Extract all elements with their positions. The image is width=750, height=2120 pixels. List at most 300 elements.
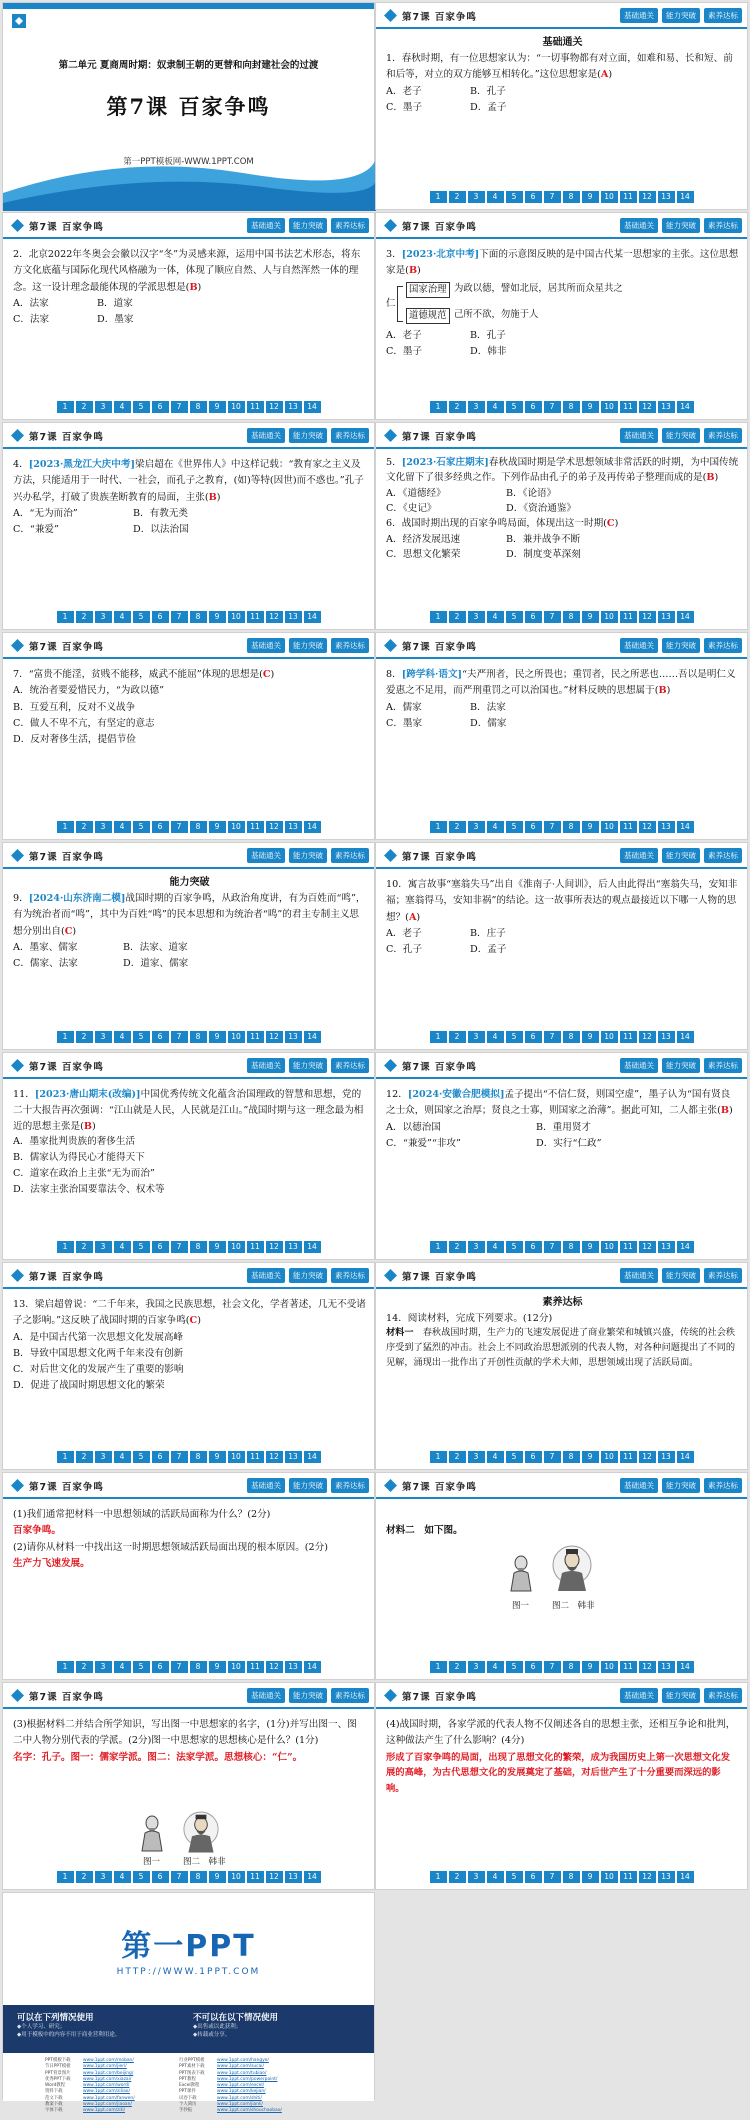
page-link-8[interactable]: 8 bbox=[190, 1241, 207, 1253]
page-link-9[interactable]: 9 bbox=[582, 401, 599, 413]
page-link-8[interactable]: 8 bbox=[190, 1661, 207, 1673]
page-link-11[interactable]: 11 bbox=[247, 611, 264, 623]
page-link-10[interactable]: 10 bbox=[601, 191, 618, 203]
page-link-7[interactable]: 7 bbox=[544, 1871, 561, 1883]
ad-link-url[interactable]: www.1ppt.com/powerpoint/ bbox=[217, 2076, 278, 2082]
nav-ability-button[interactable]: 能力突破 bbox=[662, 8, 700, 23]
ad-link-url[interactable]: www.1ppt.com/xiazai/ bbox=[83, 2076, 132, 2082]
page-link-11[interactable]: 11 bbox=[247, 1451, 264, 1463]
page-link-1[interactable]: 1 bbox=[57, 611, 74, 623]
page-link-13[interactable]: 13 bbox=[658, 401, 675, 413]
page-link-5[interactable]: 5 bbox=[133, 821, 150, 833]
nav-literacy-button[interactable]: 素养达标 bbox=[331, 218, 369, 233]
page-link-14[interactable]: 14 bbox=[304, 1661, 321, 1673]
nav-literacy-button[interactable]: 素养达标 bbox=[331, 428, 369, 443]
nav-basic-button[interactable]: 基础通关 bbox=[620, 638, 658, 653]
page-link-8[interactable]: 8 bbox=[563, 1871, 580, 1883]
page-link-3[interactable]: 3 bbox=[95, 611, 112, 623]
page-link-7[interactable]: 7 bbox=[171, 1871, 188, 1883]
page-link-10[interactable]: 10 bbox=[601, 1241, 618, 1253]
page-link-5[interactable]: 5 bbox=[506, 1451, 523, 1463]
page-link-14[interactable]: 14 bbox=[677, 1661, 694, 1673]
page-link-5[interactable]: 5 bbox=[506, 821, 523, 833]
page-link-11[interactable]: 11 bbox=[620, 821, 637, 833]
page-link-6[interactable]: 6 bbox=[152, 1451, 169, 1463]
page-link-5[interactable]: 5 bbox=[506, 401, 523, 413]
page-link-2[interactable]: 2 bbox=[76, 1871, 93, 1883]
nav-ability-button[interactable]: 能力突破 bbox=[662, 218, 700, 233]
page-link-11[interactable]: 11 bbox=[247, 1661, 264, 1673]
page-link-10[interactable]: 10 bbox=[228, 1871, 245, 1883]
nav-literacy-button[interactable]: 素养达标 bbox=[331, 848, 369, 863]
page-link-4[interactable]: 4 bbox=[114, 1031, 131, 1043]
page-link-5[interactable]: 5 bbox=[133, 1031, 150, 1043]
page-link-9[interactable]: 9 bbox=[582, 191, 599, 203]
page-link-7[interactable]: 7 bbox=[171, 1241, 188, 1253]
page-link-12[interactable]: 12 bbox=[266, 611, 283, 623]
page-link-1[interactable]: 1 bbox=[57, 401, 74, 413]
page-link-11[interactable]: 11 bbox=[620, 401, 637, 413]
page-link-8[interactable]: 8 bbox=[190, 1871, 207, 1883]
page-link-12[interactable]: 12 bbox=[639, 1661, 656, 1673]
page-link-2[interactable]: 2 bbox=[449, 1451, 466, 1463]
ad-link-url[interactable]: www.1ppt.com/ziliao/ bbox=[83, 2089, 130, 2095]
page-link-1[interactable]: 1 bbox=[430, 1031, 447, 1043]
page-link-1[interactable]: 1 bbox=[57, 1031, 74, 1043]
page-link-14[interactable]: 14 bbox=[677, 1451, 694, 1463]
nav-literacy-button[interactable]: 素养达标 bbox=[704, 1058, 742, 1073]
page-link-14[interactable]: 14 bbox=[304, 1451, 321, 1463]
page-link-11[interactable]: 11 bbox=[620, 1871, 637, 1883]
page-link-5[interactable]: 5 bbox=[133, 1241, 150, 1253]
page-link-14[interactable]: 14 bbox=[677, 1871, 694, 1883]
page-link-12[interactable]: 12 bbox=[639, 611, 656, 623]
ad-link-url[interactable]: www.1ppt.com/fanwen/ bbox=[83, 2095, 135, 2101]
page-link-6[interactable]: 6 bbox=[525, 1661, 542, 1673]
page-link-13[interactable]: 13 bbox=[285, 1661, 302, 1673]
page-link-8[interactable]: 8 bbox=[563, 1661, 580, 1673]
nav-basic-button[interactable]: 基础通关 bbox=[620, 848, 658, 863]
page-link-14[interactable]: 14 bbox=[677, 1241, 694, 1253]
page-link-8[interactable]: 8 bbox=[190, 821, 207, 833]
page-link-3[interactable]: 3 bbox=[95, 1871, 112, 1883]
page-link-11[interactable]: 11 bbox=[247, 1241, 264, 1253]
page-link-5[interactable]: 5 bbox=[506, 1871, 523, 1883]
page-link-12[interactable]: 12 bbox=[639, 1451, 656, 1463]
page-link-9[interactable]: 9 bbox=[209, 1451, 226, 1463]
page-link-9[interactable]: 9 bbox=[582, 611, 599, 623]
page-link-3[interactable]: 3 bbox=[95, 1451, 112, 1463]
page-link-7[interactable]: 7 bbox=[171, 821, 188, 833]
page-link-13[interactable]: 13 bbox=[285, 1241, 302, 1253]
ad-link-url[interactable]: www.1ppt.com/jianli/ bbox=[217, 2101, 263, 2107]
page-link-1[interactable]: 1 bbox=[57, 1241, 74, 1253]
page-link-1[interactable]: 1 bbox=[430, 1661, 447, 1673]
page-link-7[interactable]: 7 bbox=[544, 401, 561, 413]
nav-ability-button[interactable]: 能力突破 bbox=[662, 1058, 700, 1073]
nav-basic-button[interactable]: 基础通关 bbox=[620, 1478, 658, 1493]
page-link-6[interactable]: 6 bbox=[152, 1661, 169, 1673]
page-link-11[interactable]: 11 bbox=[620, 611, 637, 623]
page-link-11[interactable]: 11 bbox=[247, 401, 264, 413]
page-link-10[interactable]: 10 bbox=[228, 611, 245, 623]
page-link-11[interactable]: 11 bbox=[620, 1451, 637, 1463]
page-link-2[interactable]: 2 bbox=[449, 1241, 466, 1253]
page-link-14[interactable]: 14 bbox=[304, 1871, 321, 1883]
ad-link-url[interactable]: www.1ppt.com/ziti/ bbox=[83, 2108, 126, 2113]
nav-basic-button[interactable]: 基础通关 bbox=[620, 8, 658, 23]
page-link-12[interactable]: 12 bbox=[266, 1871, 283, 1883]
page-link-7[interactable]: 7 bbox=[171, 1661, 188, 1673]
page-link-7[interactable]: 7 bbox=[544, 1241, 561, 1253]
page-link-4[interactable]: 4 bbox=[487, 191, 504, 203]
page-link-10[interactable]: 10 bbox=[601, 1661, 618, 1673]
page-link-13[interactable]: 13 bbox=[658, 1241, 675, 1253]
page-link-12[interactable]: 12 bbox=[266, 821, 283, 833]
page-link-3[interactable]: 3 bbox=[95, 821, 112, 833]
page-link-9[interactable]: 9 bbox=[582, 1031, 599, 1043]
page-link-6[interactable]: 6 bbox=[525, 1871, 542, 1883]
page-link-5[interactable]: 5 bbox=[133, 1451, 150, 1463]
page-link-2[interactable]: 2 bbox=[76, 1451, 93, 1463]
nav-basic-button[interactable]: 基础通关 bbox=[620, 1688, 658, 1703]
nav-basic-button[interactable]: 基础通关 bbox=[247, 1478, 285, 1493]
page-link-4[interactable]: 4 bbox=[114, 401, 131, 413]
page-link-11[interactable]: 11 bbox=[247, 821, 264, 833]
page-link-2[interactable]: 2 bbox=[76, 1031, 93, 1043]
nav-ability-button[interactable]: 能力突破 bbox=[289, 1058, 327, 1073]
page-link-1[interactable]: 1 bbox=[57, 1871, 74, 1883]
page-link-12[interactable]: 12 bbox=[639, 191, 656, 203]
page-link-5[interactable]: 5 bbox=[506, 611, 523, 623]
page-link-13[interactable]: 13 bbox=[285, 821, 302, 833]
nav-literacy-button[interactable]: 素养达标 bbox=[331, 1688, 369, 1703]
nav-basic-button[interactable]: 基础通关 bbox=[620, 218, 658, 233]
nav-ability-button[interactable]: 能力突破 bbox=[289, 638, 327, 653]
page-link-2[interactable]: 2 bbox=[76, 821, 93, 833]
nav-literacy-button[interactable]: 素养达标 bbox=[704, 1688, 742, 1703]
page-link-4[interactable]: 4 bbox=[114, 1241, 131, 1253]
page-link-13[interactable]: 13 bbox=[285, 401, 302, 413]
page-link-1[interactable]: 1 bbox=[57, 1451, 74, 1463]
page-link-8[interactable]: 8 bbox=[563, 1031, 580, 1043]
page-link-11[interactable]: 11 bbox=[247, 1871, 264, 1883]
page-link-3[interactable]: 3 bbox=[468, 1871, 485, 1883]
nav-basic-button[interactable]: 基础通关 bbox=[620, 428, 658, 443]
page-link-3[interactable]: 3 bbox=[95, 1241, 112, 1253]
page-link-1[interactable]: 1 bbox=[57, 821, 74, 833]
nav-literacy-button[interactable]: 素养达标 bbox=[704, 218, 742, 233]
nav-basic-button[interactable]: 基础通关 bbox=[620, 1058, 658, 1073]
page-link-6[interactable]: 6 bbox=[152, 1031, 169, 1043]
page-link-11[interactable]: 11 bbox=[620, 1241, 637, 1253]
nav-ability-button[interactable]: 能力突破 bbox=[289, 1478, 327, 1493]
page-link-6[interactable]: 6 bbox=[525, 401, 542, 413]
page-link-1[interactable]: 1 bbox=[430, 1241, 447, 1253]
page-link-10[interactable]: 10 bbox=[228, 821, 245, 833]
page-link-7[interactable]: 7 bbox=[544, 821, 561, 833]
ad-link-url[interactable]: www.1ppt.com/jiaoan/ bbox=[83, 2101, 132, 2107]
page-link-2[interactable]: 2 bbox=[449, 191, 466, 203]
page-link-14[interactable]: 14 bbox=[677, 191, 694, 203]
page-link-5[interactable]: 5 bbox=[506, 1031, 523, 1043]
ad-link-row[interactable] bbox=[179, 2108, 339, 2114]
page-link-12[interactable]: 12 bbox=[266, 1031, 283, 1043]
page-link-2[interactable]: 2 bbox=[449, 401, 466, 413]
page-link-4[interactable]: 4 bbox=[487, 1871, 504, 1883]
nav-ability-button[interactable]: 能力突破 bbox=[289, 848, 327, 863]
page-link-6[interactable]: 6 bbox=[525, 611, 542, 623]
nav-basic-button[interactable]: 基础通关 bbox=[247, 1058, 285, 1073]
page-link-9[interactable]: 9 bbox=[582, 1451, 599, 1463]
page-link-3[interactable]: 3 bbox=[468, 1031, 485, 1043]
ad-link-url[interactable]: www.1ppt.com/tubiao/ bbox=[217, 2070, 267, 2076]
page-link-5[interactable]: 5 bbox=[506, 191, 523, 203]
page-link-13[interactable]: 13 bbox=[658, 191, 675, 203]
page-link-4[interactable]: 4 bbox=[114, 1871, 131, 1883]
page-link-6[interactable]: 6 bbox=[152, 1241, 169, 1253]
page-link-7[interactable]: 7 bbox=[544, 611, 561, 623]
page-link-2[interactable]: 2 bbox=[76, 1241, 93, 1253]
page-link-6[interactable]: 6 bbox=[525, 1451, 542, 1463]
ad-link-url[interactable]: www.1ppt.com/jieri/ bbox=[83, 2064, 127, 2070]
page-link-8[interactable]: 8 bbox=[563, 401, 580, 413]
ad-link-url[interactable]: www.1ppt.com/excel/ bbox=[217, 2083, 265, 2088]
page-link-4[interactable]: 4 bbox=[114, 611, 131, 623]
page-link-12[interactable]: 12 bbox=[266, 1451, 283, 1463]
page-link-1[interactable]: 1 bbox=[430, 1451, 447, 1463]
page-link-7[interactable]: 7 bbox=[171, 1031, 188, 1043]
nav-ability-button[interactable]: 能力突破 bbox=[662, 428, 700, 443]
nav-literacy-button[interactable]: 素养达标 bbox=[704, 1268, 742, 1283]
page-link-3[interactable]: 3 bbox=[95, 1031, 112, 1043]
page-link-3[interactable]: 3 bbox=[468, 1451, 485, 1463]
page-link-12[interactable]: 12 bbox=[639, 401, 656, 413]
page-link-4[interactable]: 4 bbox=[114, 821, 131, 833]
page-link-4[interactable]: 4 bbox=[487, 1661, 504, 1673]
page-link-7[interactable]: 7 bbox=[544, 1451, 561, 1463]
page-link-3[interactable]: 3 bbox=[468, 821, 485, 833]
page-link-7[interactable]: 7 bbox=[171, 611, 188, 623]
nav-literacy-button[interactable]: 素养达标 bbox=[704, 8, 742, 23]
page-link-7[interactable]: 7 bbox=[171, 1451, 188, 1463]
page-link-6[interactable]: 6 bbox=[525, 191, 542, 203]
nav-basic-button[interactable]: 基础通关 bbox=[247, 1268, 285, 1283]
page-link-6[interactable]: 6 bbox=[152, 611, 169, 623]
page-link-4[interactable]: 4 bbox=[487, 401, 504, 413]
nav-basic-button[interactable]: 基础通关 bbox=[620, 1268, 658, 1283]
nav-ability-button[interactable]: 能力突破 bbox=[289, 218, 327, 233]
page-link-3[interactable]: 3 bbox=[468, 1241, 485, 1253]
page-link-2[interactable]: 2 bbox=[449, 1031, 466, 1043]
page-link-10[interactable]: 10 bbox=[601, 611, 618, 623]
page-link-1[interactable]: 1 bbox=[430, 821, 447, 833]
page-link-10[interactable]: 10 bbox=[601, 1871, 618, 1883]
page-link-4[interactable]: 4 bbox=[487, 1031, 504, 1043]
page-link-5[interactable]: 5 bbox=[133, 401, 150, 413]
nav-ability-button[interactable]: 能力突破 bbox=[289, 1268, 327, 1283]
page-link-1[interactable]: 1 bbox=[430, 1871, 447, 1883]
page-link-14[interactable]: 14 bbox=[677, 611, 694, 623]
page-link-12[interactable]: 12 bbox=[639, 1871, 656, 1883]
page-link-4[interactable]: 4 bbox=[487, 1241, 504, 1253]
nav-basic-button[interactable]: 基础通关 bbox=[247, 1688, 285, 1703]
page-link-6[interactable]: 6 bbox=[525, 821, 542, 833]
page-link-13[interactable]: 13 bbox=[658, 611, 675, 623]
page-link-13[interactable]: 13 bbox=[285, 1871, 302, 1883]
page-link-2[interactable]: 2 bbox=[449, 821, 466, 833]
page-link-9[interactable]: 9 bbox=[209, 1241, 226, 1253]
ad-link-url[interactable]: www.1ppt.com/hangye/ bbox=[217, 2058, 269, 2063]
page-link-8[interactable]: 8 bbox=[190, 1031, 207, 1043]
page-link-13[interactable]: 13 bbox=[285, 1451, 302, 1463]
nav-ability-button[interactable]: 能力突破 bbox=[662, 638, 700, 653]
page-link-13[interactable]: 13 bbox=[658, 1871, 675, 1883]
page-link-10[interactable]: 10 bbox=[601, 401, 618, 413]
page-link-13[interactable]: 13 bbox=[658, 1661, 675, 1673]
page-link-4[interactable]: 4 bbox=[487, 821, 504, 833]
page-link-5[interactable]: 5 bbox=[133, 611, 150, 623]
nav-ability-button[interactable]: 能力突破 bbox=[289, 428, 327, 443]
page-link-12[interactable]: 12 bbox=[266, 1661, 283, 1673]
page-link-8[interactable]: 8 bbox=[190, 401, 207, 413]
page-link-7[interactable]: 7 bbox=[544, 1661, 561, 1673]
page-link-14[interactable]: 14 bbox=[304, 1241, 321, 1253]
page-link-14[interactable]: 14 bbox=[304, 611, 321, 623]
nav-literacy-button[interactable]: 素养达标 bbox=[331, 1478, 369, 1493]
page-link-6[interactable]: 6 bbox=[152, 1871, 169, 1883]
page-link-5[interactable]: 5 bbox=[133, 1871, 150, 1883]
page-link-13[interactable]: 13 bbox=[658, 1031, 675, 1043]
page-link-14[interactable]: 14 bbox=[304, 1031, 321, 1043]
page-link-14[interactable]: 14 bbox=[304, 821, 321, 833]
nav-literacy-button[interactable]: 素养达标 bbox=[704, 638, 742, 653]
page-link-1[interactable]: 1 bbox=[430, 401, 447, 413]
page-link-10[interactable]: 10 bbox=[228, 1031, 245, 1043]
page-link-8[interactable]: 8 bbox=[563, 611, 580, 623]
page-link-12[interactable]: 12 bbox=[266, 401, 283, 413]
page-link-9[interactable]: 9 bbox=[209, 1661, 226, 1673]
nav-ability-button[interactable]: 能力突破 bbox=[662, 1478, 700, 1493]
nav-literacy-button[interactable]: 素养达标 bbox=[331, 638, 369, 653]
nav-ability-button[interactable]: 能力突破 bbox=[289, 1688, 327, 1703]
page-link-2[interactable]: 2 bbox=[76, 401, 93, 413]
page-link-1[interactable]: 1 bbox=[57, 1661, 74, 1673]
nav-literacy-button[interactable]: 素养达标 bbox=[331, 1058, 369, 1073]
page-link-2[interactable]: 2 bbox=[449, 1661, 466, 1673]
page-link-9[interactable]: 9 bbox=[582, 1661, 599, 1673]
nav-basic-button[interactable]: 基础通关 bbox=[247, 638, 285, 653]
page-link-8[interactable]: 8 bbox=[563, 191, 580, 203]
page-link-10[interactable]: 10 bbox=[228, 401, 245, 413]
page-link-12[interactable]: 12 bbox=[639, 1241, 656, 1253]
page-link-10[interactable]: 10 bbox=[228, 1241, 245, 1253]
page-link-13[interactable]: 13 bbox=[658, 821, 675, 833]
page-link-8[interactable]: 8 bbox=[190, 611, 207, 623]
page-link-2[interactable]: 2 bbox=[449, 1871, 466, 1883]
page-link-10[interactable]: 10 bbox=[228, 1451, 245, 1463]
page-link-7[interactable]: 7 bbox=[171, 401, 188, 413]
page-link-7[interactable]: 7 bbox=[544, 191, 561, 203]
nav-literacy-button[interactable]: 素养达标 bbox=[331, 1268, 369, 1283]
page-link-12[interactable]: 12 bbox=[639, 821, 656, 833]
page-link-8[interactable]: 8 bbox=[563, 1451, 580, 1463]
page-link-9[interactable]: 9 bbox=[582, 1241, 599, 1253]
ad-link-url[interactable]: www.1ppt.com/kejian/ bbox=[217, 2089, 266, 2095]
page-link-14[interactable]: 14 bbox=[304, 401, 321, 413]
page-link-4[interactable]: 4 bbox=[114, 1451, 131, 1463]
page-link-3[interactable]: 3 bbox=[468, 1661, 485, 1673]
nav-basic-button[interactable]: 基础通关 bbox=[247, 848, 285, 863]
nav-ability-button[interactable]: 能力突破 bbox=[662, 1688, 700, 1703]
page-link-14[interactable]: 14 bbox=[677, 401, 694, 413]
page-link-10[interactable]: 10 bbox=[601, 821, 618, 833]
nav-literacy-button[interactable]: 素养达标 bbox=[704, 1478, 742, 1493]
page-link-9[interactable]: 9 bbox=[582, 1871, 599, 1883]
page-link-5[interactable]: 5 bbox=[506, 1661, 523, 1673]
page-link-6[interactable]: 6 bbox=[152, 821, 169, 833]
page-link-6[interactable]: 6 bbox=[525, 1031, 542, 1043]
page-link-13[interactable]: 13 bbox=[285, 1031, 302, 1043]
ad-link-url[interactable]: www.1ppt.com/sucai/ bbox=[217, 2064, 264, 2070]
ad-url[interactable]: HTTP://WWW.1PPT.COM bbox=[116, 1967, 261, 1977]
page-link-3[interactable]: 3 bbox=[468, 611, 485, 623]
ad-link-url[interactable]: www.1ppt.com/word/ bbox=[83, 2083, 130, 2088]
page-link-4[interactable]: 4 bbox=[487, 611, 504, 623]
page-link-2[interactable]: 2 bbox=[76, 611, 93, 623]
page-link-1[interactable]: 1 bbox=[430, 191, 447, 203]
page-link-11[interactable]: 11 bbox=[620, 1661, 637, 1673]
nav-literacy-button[interactable]: 素养达标 bbox=[704, 848, 742, 863]
page-link-11[interactable]: 11 bbox=[247, 1031, 264, 1043]
ad-link-url[interactable]: www.1ppt.com/shiti/ bbox=[217, 2095, 262, 2101]
nav-basic-button[interactable]: 基础通关 bbox=[247, 428, 285, 443]
page-link-5[interactable]: 5 bbox=[133, 1661, 150, 1673]
page-link-12[interactable]: 12 bbox=[266, 1241, 283, 1253]
page-link-1[interactable]: 1 bbox=[430, 611, 447, 623]
page-link-8[interactable]: 8 bbox=[563, 821, 580, 833]
page-link-4[interactable]: 4 bbox=[114, 1661, 131, 1673]
page-link-6[interactable]: 6 bbox=[525, 1241, 542, 1253]
page-link-9[interactable]: 9 bbox=[209, 401, 226, 413]
ad-link-url[interactable]: www.1ppt.com/beijing/ bbox=[83, 2070, 134, 2076]
page-link-11[interactable]: 11 bbox=[620, 191, 637, 203]
page-link-3[interactable]: 3 bbox=[468, 191, 485, 203]
page-link-3[interactable]: 3 bbox=[95, 1661, 112, 1673]
nav-ability-button[interactable]: 能力突破 bbox=[662, 1268, 700, 1283]
page-link-13[interactable]: 13 bbox=[658, 1451, 675, 1463]
page-link-14[interactable]: 14 bbox=[677, 821, 694, 833]
ad-link-url[interactable]: www.1ppt.com/shouchaobao/ bbox=[217, 2108, 282, 2113]
page-link-8[interactable]: 8 bbox=[563, 1241, 580, 1253]
page-link-11[interactable]: 11 bbox=[620, 1031, 637, 1043]
nav-literacy-button[interactable]: 素养达标 bbox=[704, 428, 742, 443]
page-link-5[interactable]: 5 bbox=[506, 1241, 523, 1253]
ad-link-url[interactable]: www.1ppt.com/moban/ bbox=[83, 2058, 134, 2063]
page-link-4[interactable]: 4 bbox=[487, 1451, 504, 1463]
page-link-2[interactable]: 2 bbox=[449, 611, 466, 623]
page-link-9[interactable]: 9 bbox=[209, 821, 226, 833]
page-link-3[interactable]: 3 bbox=[95, 401, 112, 413]
nav-basic-button[interactable]: 基础通关 bbox=[247, 218, 285, 233]
page-link-3[interactable]: 3 bbox=[468, 401, 485, 413]
page-link-2[interactable]: 2 bbox=[76, 1661, 93, 1673]
page-link-9[interactable]: 9 bbox=[582, 821, 599, 833]
page-link-7[interactable]: 7 bbox=[544, 1031, 561, 1043]
page-link-9[interactable]: 9 bbox=[209, 611, 226, 623]
page-link-10[interactable]: 10 bbox=[601, 1451, 618, 1463]
page-link-10[interactable]: 10 bbox=[601, 1031, 618, 1043]
